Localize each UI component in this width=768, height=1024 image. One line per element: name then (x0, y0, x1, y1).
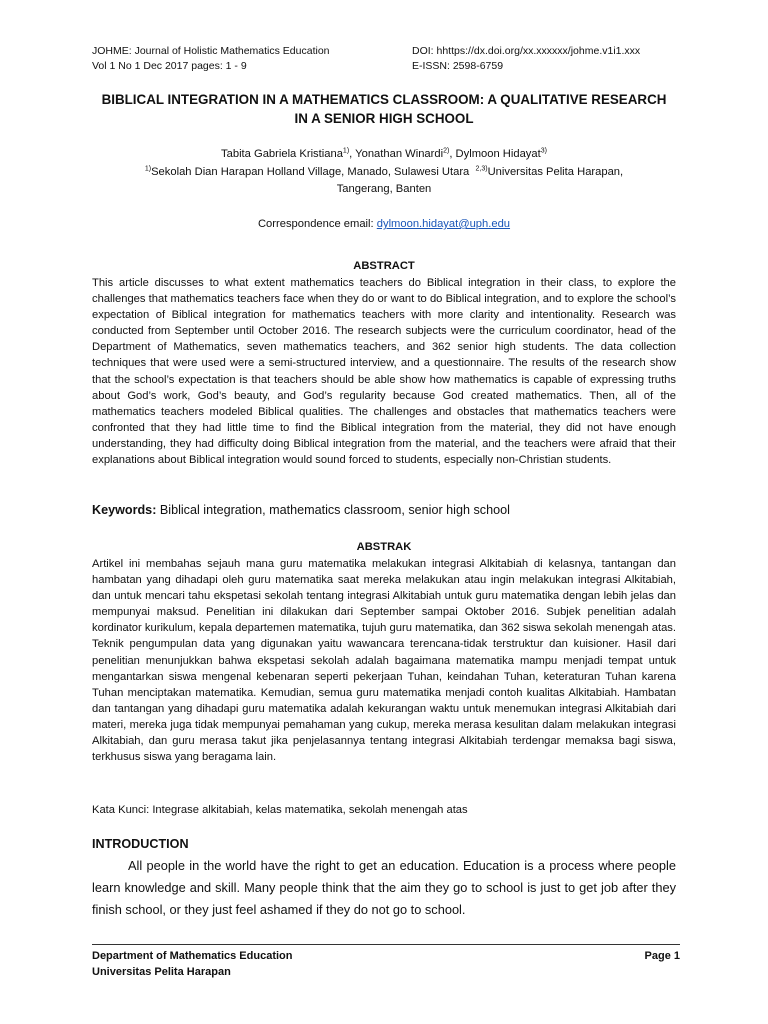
correspondence-label: Correspondence email: (257, 218, 377, 230)
correspondence-email-link[interactable]: dylmoon.hidayat@uph.edu (376, 218, 511, 230)
abstract-heading: ABSTRACT (353, 260, 415, 272)
affiliation-2: Universitas Pelita Harapan, (487, 165, 624, 178)
paper-title: BIBLICAL INTEGRATION IN A MATHEMATICS CLASSROOM: A QUALITATIVE RESEARCH IN A SENIOR HIGH SCHOOL (101, 92, 667, 126)
author-block (92, 146, 676, 199)
abstract-text: This article discusses to what extent mathematics teachers do Biblical integration in their class, to explore the challenges that mathematics teachers face when they do or want to do Biblical integration, and to explore the school’s expectation of Biblical integration for mathematics teachers with more clarity and intentionality. Research was conducted from September until October 2016. The research subjects were the curriculum coordinator, head of the Department of Mathematics, seven mathematics teachers, and 362 senior high students. The data collection techniques that were used were a semi-structured interview, and a questionnaire. The results of the research show that the school’s expectation is that teachers should be able show how mathematics is capable of expressing truths about God’s work, God’s beauty, and God’s regularity because God created mathematics. Then, all of the mathematics teachers modeled Biblical qualities. The challenges and obstacles that mathematics teachers were confronted that they had little time to find the Biblical integration from the material, they did not have enough understanding, they had difficulty doing Biblical integration from the material, and the teachers were afraid that their explanations about Biblical integration would sound forced to students, especially non-Christian students. (92, 277, 676, 467)
author-3: , Dylmoon Hidayat (449, 148, 541, 160)
affiliation-2-line2: Tangerang, Banten (336, 183, 432, 195)
author-2: , Yonathan Winardi (349, 148, 444, 160)
header-left (92, 44, 330, 74)
doi[interactable]: DOI: hhttps://dx.doi.org/xx.xxxxxx/johme.v1i1.xxx (412, 45, 641, 57)
footer-department: Department of Mathematics Education (92, 950, 293, 962)
affiliation-1: Sekolah Dian Harapan Holland Village, Manado, Sulawesi Utara (151, 165, 470, 178)
running-header (92, 44, 676, 76)
page-footer (92, 948, 680, 980)
introduction-text: All people in the world have the right to get an education. Education is a process where people learn knowledge and skill. Many people think that the aim they go to school is just to get job after they finish school, or they just feel ashamed if they do not go to school. (92, 858, 676, 917)
abstrak-heading: ABSTRAK (356, 541, 412, 553)
affiliations (92, 164, 676, 182)
keywords-label: Keywords: (92, 503, 157, 517)
author-1-sup: 1) (342, 147, 350, 155)
affiliation-2-sup: 2,3) (475, 164, 488, 172)
abstrak-text: Artikel ini membahas sejauh mana guru matematika melakukan integrasi Alkitabiah di kelasnya, tantangan dan hambatan yang dihadapi oleh guru matematika saat mereka melakukan atau ingin melakukan integrasi Alkitabiah, dan untuk mencari tahu ekspetasi sekolah tentang integrasi Alkitabiah untuk guru matematika dengan lebih jelas dan mempunyai maksud. Penelitian ini dilakukan dari September sampai Oktober 2016. Subjek penelitian adalah kordinator kurikulum, kepala departemen matematika, tujuh guru matematika, dan 362 siswa sekolah menengah atas. Teknik pengumpulan data yang digunakan yaitu wawancara terencana-tidak terstruktur dan kuisioner. Hasil dari penelitian menunjukkan bahwa ekspetasi sekolah adalah bagaimana matematika mampu menjadi tempat untuk mengantarkan siswa mengenal kebenaran seperti pekerjaan Tuhan, keindahan Tuhan, keteraturan Tuhan karena Tuhan menciptakan matematika. Kemudian, semua guru matematika menjadi contoh kualitas Alkitabiah. Hambatan dan tantangan yang dihadapi guru matematika adalah kekurangan waktu untuk menemukan integrasi Alkitabiah dari materi, mereka juga tidak mempunyai pemahaman yang cukup, mereka merasa kesulitan dalam melakukan integrasi Alkitabiah, dan guru merasa takut jika penjelasannya tentang integrasi Alkitabiah terdengar memaksa bagi siswa, terkhusus siswa yang beragama lain. (92, 558, 676, 764)
footer-university: Universitas Pelita Harapan (92, 966, 231, 978)
volume-info: Vol 1 No 1 Dec 2017 pages: 1 - 9 (92, 60, 247, 72)
keywords-text: Biblical integration, mathematics classroom, senior high school (156, 503, 510, 517)
author-1: Tabita Gabriela Kristiana (221, 148, 343, 160)
affiliation-1-sup: 1) (144, 164, 152, 172)
introduction-heading: INTRODUCTION (92, 837, 189, 851)
author-3-sup: 3) (540, 147, 547, 155)
abstrak-keywords: Kata Kunci: Integrase alkitabiah, kelas matematika, sekolah menengah atas (92, 804, 468, 816)
footer-rule (92, 944, 680, 945)
header-right (412, 44, 640, 74)
author-2-sup: 2) (443, 147, 450, 155)
author-names (92, 146, 676, 164)
eissn: E-ISSN: 2598-6759 (412, 60, 504, 72)
abstract-keywords (92, 503, 676, 517)
correspondence (92, 218, 676, 230)
journal-name: JOHME: Journal of Holistic Mathematics Education (92, 45, 330, 57)
page-number: Page 1 (644, 950, 680, 962)
